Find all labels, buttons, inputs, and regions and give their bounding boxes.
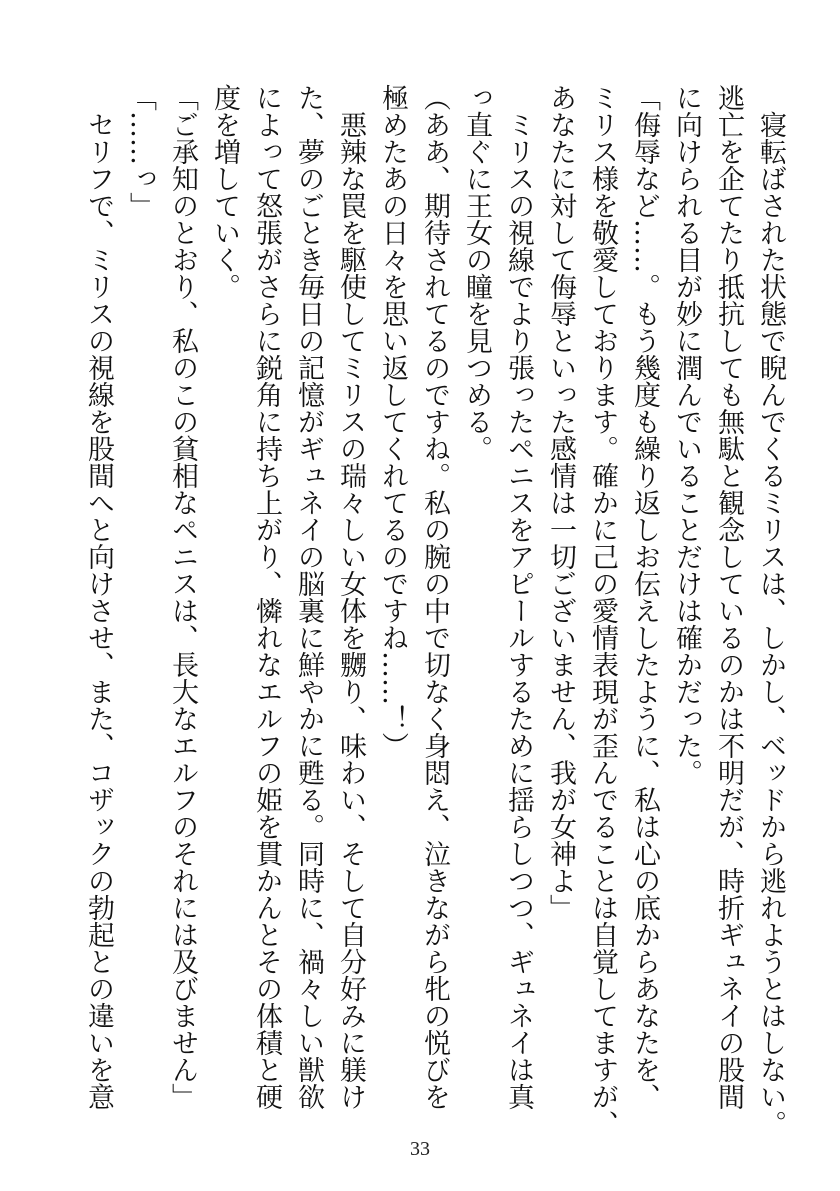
text-line: た、夢のごとき毎日の記憶がギュネイの脳裏に鮮やかに甦る。同時に、禍々しい獣欲 [293, 84, 324, 1110]
text-line: ミリスの視線でより張ったペニスをアピールするために揺らしつつ、ギュネイは真 [503, 84, 534, 1110]
text-line: 逃亡を企てたり抵抗しても無駄と観念しているのかは不明だが、時折ギュネイの股間 [713, 84, 744, 1110]
text-line: セリフで、ミリスの視線を股間へと向けさせ、また、コザックの勃起との違いを意 [83, 84, 114, 1110]
text-line: 極めたあの日々を思い返してくれてるのですね……！） [377, 84, 408, 759]
text-line: 悪辣な罠を駆使してミリスの瑞々しい女体を嬲り、味わい、そして自分好みに躾け [335, 84, 366, 1110]
text-line: に向けられる目が妙に潤んでいることだけは確かだった。 [671, 84, 702, 786]
text-line: あなたに対して侮辱といった感情は一切ございません、我が女神よ」 [545, 84, 576, 921]
text-line: っ直ぐに王女の瞳を見つめる。 [461, 84, 492, 462]
text-line: 寝転ばされた状態で睨んでくるミリスは、しかし、ベッドから逃れようとはしない。 [755, 84, 786, 1137]
text-line: （ああ、期待されてるのですね。私の腕の中で切なく身悶え、泣きながら牝の悦びを [419, 84, 450, 1110]
text-line: ミリス様を敬愛しております。確かに己の愛情表現が歪んでることは自覚してますが、 [587, 84, 618, 1137]
page-number: 33 [410, 1138, 430, 1160]
text-line: によって怒張がさらに鋭角に持ち上がり、憐れなエルフの姫を貫かんとその体積と硬 [251, 84, 282, 1110]
text-line: 「侮辱など……。もう幾度も繰り返しお伝えしたように、私は心の底からあなたを、 [629, 84, 660, 1110]
text-line: 度を増していく。 [209, 84, 240, 300]
vertical-text-body [77, 84, 791, 1137]
text-line: 「ご承知のとおり、私のこの貧相なペニスは、長大なエルフのそれには及びません」 [167, 84, 198, 1110]
text-line: 「……っ」 [125, 84, 156, 219]
